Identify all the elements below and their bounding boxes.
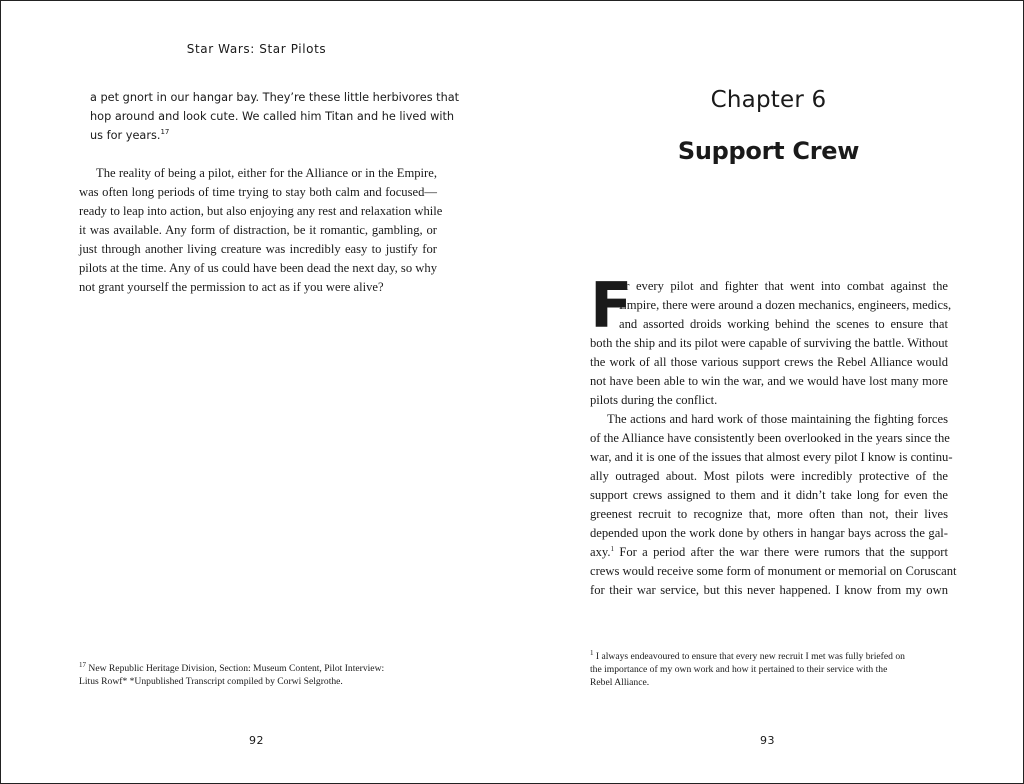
footnote-line <box>590 650 960 663</box>
text-line: The reality of being a pilot, either for the Alliance or in the Empire, <box>96 166 437 180</box>
footnote-line: Litus Rowf* *Unpublished Transcript compiled by Corwi Selgrothe. <box>79 676 343 687</box>
text-line: support crews assigned to them and it didn’t take long for even the <box>590 488 948 502</box>
page-number: 92 <box>249 734 264 747</box>
body-paragraph <box>590 410 957 600</box>
text-line: and assorted droids working behind the scenes to ensure that <box>619 317 948 331</box>
footnote-reference[interactable]: 17 <box>160 128 170 137</box>
footnote-reference[interactable]: 1 <box>610 544 615 553</box>
text-line: ready to leap into action, but also enjoying any rest and relaxation while <box>79 204 443 218</box>
body-paragraph <box>79 164 443 297</box>
footnote-text: I always endeavoured to ensure that every new recruit I met was fully briefed on <box>593 651 905 662</box>
footnote-line <box>79 662 439 675</box>
text-line: for their war service, but this never happened. I know from my own <box>590 583 948 597</box>
interview-line: hop around and look cute. We called him Titan and he lived with <box>90 110 455 123</box>
text-line: or every pilot and fighter that went into combat against the <box>619 279 948 293</box>
text-line: depended upon the work done by others in hangar bays across the gal- <box>590 526 948 540</box>
footnote-marker: 1 <box>590 648 594 657</box>
chapter-title: Support Crew <box>677 137 860 165</box>
drop-cap: F <box>590 269 633 342</box>
text-line: of the Alliance have consistently been overlooked in the years since the <box>590 431 950 445</box>
text-line: crews would receive some form of monument or memorial on Coruscant <box>590 564 957 578</box>
text-line: just through another living creature was incredibly easy to justify for <box>79 242 437 256</box>
interview-excerpt <box>90 88 460 145</box>
text-line <box>590 543 948 562</box>
running-head: Star Wars: Star Pilots <box>186 42 327 56</box>
chapter-body <box>590 269 957 600</box>
left-page <box>1 1 512 783</box>
text-line: not grant yourself the permission to act as if you were alive? <box>79 280 384 294</box>
body-paragraph <box>590 269 952 410</box>
chapter-number: Chapter 6 <box>710 87 827 113</box>
footnote <box>79 662 439 688</box>
interview-line-text: us for years. <box>90 129 161 142</box>
footnote-line: the importance of my own work and how it pertained to their service with the <box>590 664 888 675</box>
text-line: not have been able to win the war, and we would have lost many more <box>590 374 948 388</box>
text-line: The actions and hard work of those maintaining the fighting forces <box>607 412 948 426</box>
text-fragment: For a period after the war there were rumors that the support <box>614 545 948 559</box>
footnote-text: New Republic Heritage Division, Section: Museum Content, Pilot Interview: <box>86 663 385 674</box>
interview-line: a pet gnort in our hangar bay. They’re these little herbivores that <box>90 91 460 104</box>
text-fragment: axy. <box>590 545 611 559</box>
text-line: war, and it is one of the issues that almost every pilot I know is continu- <box>590 450 953 464</box>
interview-line <box>90 126 420 145</box>
footnote <box>590 650 960 689</box>
text-line: greenest recruit to recognize that, more often than not, their lives <box>590 507 948 521</box>
text-line: was often long periods of time trying to stay both calm and focused— <box>79 185 437 199</box>
text-line: ally outraged about. Most pilots were incredibly protective of the <box>590 469 948 483</box>
text-line: pilots at the time. Any of us could have been dead the next day, so why <box>79 261 437 275</box>
page-number: 93 <box>760 734 775 747</box>
text-line: it was available. Any form of distraction, be it romantic, gambling, or <box>79 223 437 237</box>
footnote-marker: 17 <box>79 660 86 669</box>
text-line: the work of all those various support crews the Rebel Alliance would <box>590 355 948 369</box>
text-line: Empire, there were around a dozen mechanics, engineers, medics, <box>619 298 952 312</box>
footnote-line: Rebel Alliance. <box>590 677 650 688</box>
text-line: pilots during the conflict. <box>590 393 718 407</box>
text-line: both the ship and its pilot were capable of surviving the battle. Without <box>590 336 948 350</box>
